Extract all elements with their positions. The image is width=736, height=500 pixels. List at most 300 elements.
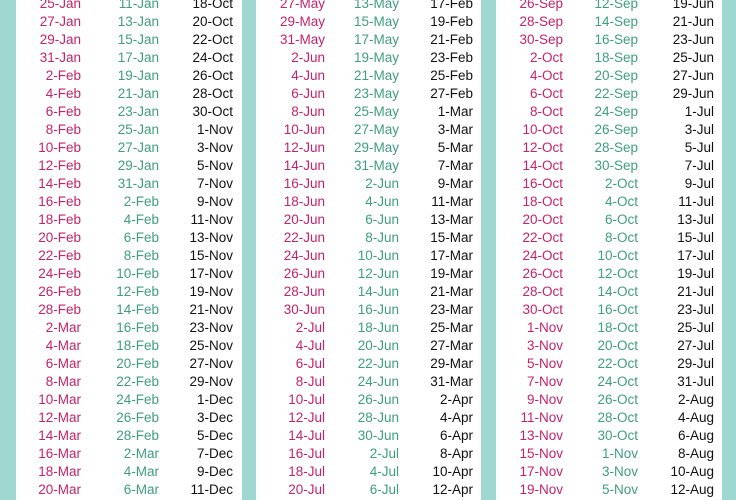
date-cell-secondary: 1-Nov	[601, 446, 638, 461]
date-cell-secondary: 15-May	[353, 14, 399, 29]
date-cell-primary: 30-Oct	[522, 302, 563, 317]
date-cell-tertiary: 23-Nov	[189, 320, 233, 335]
date-cell-tertiary: 18-Oct	[192, 0, 233, 11]
date-cell-tertiary: 15-Jul	[677, 230, 714, 245]
date-cell-tertiary: 25-Jul	[677, 320, 714, 335]
date-cell-secondary: 2-Oct	[604, 176, 638, 191]
date-cell-tertiary: 19-Nov	[189, 284, 233, 299]
date-cell-primary: 20-Jun	[283, 212, 325, 227]
table-row	[496, 13, 722, 31]
date-cell-secondary: 18-Oct	[597, 320, 638, 335]
date-cell-tertiary: 1-Dec	[196, 392, 233, 407]
date-cell-tertiary: 28-Oct	[192, 86, 233, 101]
table-row	[496, 0, 722, 13]
date-cell-secondary: 11-Jan	[118, 0, 159, 11]
table-row	[496, 391, 722, 409]
date-cell-primary: 16-Mar	[38, 446, 81, 461]
date-cell-tertiary: 13-Nov	[189, 230, 233, 245]
date-cell-secondary: 26-Feb	[116, 410, 159, 425]
date-cell-tertiary: 5-Mar	[437, 140, 473, 155]
table-row	[256, 211, 481, 229]
date-cell-primary: 26-Jun	[283, 266, 325, 281]
table-row	[16, 31, 242, 49]
table-row	[16, 265, 242, 283]
date-cell-secondary: 22-Sep	[594, 86, 638, 101]
date-cell-tertiary: 31-Mar	[430, 374, 473, 389]
date-cell-secondary: 27-Jan	[117, 140, 159, 155]
table-row	[496, 337, 722, 355]
date-cell-tertiary: 27-Feb	[430, 86, 473, 101]
date-cell-primary: 4-Jul	[295, 338, 325, 353]
date-cell-secondary: 24-Sep	[594, 104, 638, 119]
date-cell-secondary: 31-Jan	[117, 176, 159, 191]
table-row	[256, 301, 481, 319]
date-cell-primary: 29-May	[279, 14, 325, 29]
date-cell-secondary: 15-Jan	[117, 32, 159, 47]
date-cell-tertiary: 5-Nov	[196, 158, 233, 173]
table-row	[256, 463, 481, 481]
date-cell-primary: 20-Mar	[38, 482, 81, 497]
date-cell-primary: 26-Sep	[519, 0, 563, 11]
table-row	[496, 67, 722, 85]
date-cell-primary: 2-Mar	[45, 320, 81, 335]
date-cell-tertiary: 10-Aug	[670, 464, 714, 479]
date-cell-secondary: 23-May	[353, 86, 399, 101]
date-cell-tertiary: 12-Apr	[432, 482, 473, 497]
date-cell-primary: 7-Nov	[526, 374, 563, 389]
date-cell-secondary: 22-Feb	[116, 374, 159, 389]
table-row	[256, 67, 481, 85]
date-cell-primary: 30-Sep	[519, 32, 563, 47]
date-cell-tertiary: 7-Mar	[437, 158, 473, 173]
table-row	[256, 481, 481, 499]
date-cell-primary: 12-Jul	[288, 410, 325, 425]
date-cell-tertiary: 8-Apr	[439, 446, 473, 461]
date-cell-primary: 6-Oct	[529, 86, 563, 101]
date-cell-tertiary: 19-Mar	[430, 266, 473, 281]
table-row	[256, 49, 481, 67]
date-cell-primary: 17-Nov	[519, 464, 563, 479]
date-cell-secondary: 16-Sep	[594, 32, 638, 47]
date-cell-secondary: 12-Oct	[597, 266, 638, 281]
date-cell-tertiary: 7-Dec	[196, 446, 233, 461]
date-cell-primary: 6-Feb	[45, 104, 81, 119]
date-cell-primary: 12-Oct	[522, 140, 563, 155]
date-cell-secondary: 4-Oct	[604, 194, 638, 209]
date-cell-secondary: 8-Jun	[365, 230, 399, 245]
date-cell-tertiary: 31-Jul	[677, 374, 714, 389]
table-row	[496, 85, 722, 103]
table-row	[256, 265, 481, 283]
table-row	[256, 373, 481, 391]
date-cell-secondary: 2-Jul	[369, 446, 399, 461]
date-cell-secondary: 26-Jun	[357, 392, 399, 407]
date-cell-tertiary: 9-Dec	[196, 464, 233, 479]
date-cell-tertiary: 19-Jul	[677, 266, 714, 281]
date-cell-tertiary: 25-Mar	[430, 320, 473, 335]
date-cell-primary: 14-Mar	[38, 428, 81, 443]
date-cell-secondary: 14-Jun	[357, 284, 399, 299]
date-cell-tertiary: 21-Mar	[430, 284, 473, 299]
date-cell-primary: 27-May	[279, 0, 325, 11]
date-cell-tertiary: 11-Mar	[431, 194, 473, 209]
table-row	[496, 211, 722, 229]
date-cell-tertiary: 1-Nov	[196, 122, 233, 137]
date-cell-secondary: 4-Jun	[365, 194, 399, 209]
date-cell-primary: 16-Oct	[522, 176, 563, 191]
date-panel-1	[16, 0, 242, 500]
date-cell-secondary: 31-May	[353, 158, 399, 173]
date-cell-primary: 16-Jul	[288, 446, 325, 461]
date-cell-secondary: 6-Feb	[123, 230, 159, 245]
table-row	[496, 427, 722, 445]
table-row	[496, 157, 722, 175]
date-cell-secondary: 6-Jul	[369, 482, 399, 497]
date-cell-secondary: 16-Jun	[357, 302, 399, 317]
table-row	[16, 337, 242, 355]
date-cell-tertiary: 9-Mar	[437, 176, 473, 191]
date-rows	[16, 0, 242, 499]
date-cell-tertiary: 17-Jul	[677, 248, 714, 263]
table-row	[496, 49, 722, 67]
date-cell-tertiary: 13-Jul	[677, 212, 714, 227]
date-cell-primary: 14-Jul	[288, 428, 325, 443]
date-cell-primary: 29-Jan	[39, 32, 81, 47]
date-cell-secondary: 28-Feb	[116, 428, 159, 443]
date-cell-tertiary: 3-Nov	[196, 140, 233, 155]
date-cell-primary: 16-Feb	[38, 194, 81, 209]
table-row	[256, 103, 481, 121]
table-row	[256, 391, 481, 409]
date-cell-secondary: 20-Sep	[594, 68, 638, 83]
date-cell-secondary: 30-Sep	[594, 158, 638, 173]
date-cell-primary: 13-Nov	[519, 428, 563, 443]
date-cell-tertiary: 3-Dec	[196, 410, 233, 425]
table-row	[16, 445, 242, 463]
date-cell-tertiary: 25-Feb	[430, 68, 473, 83]
date-cell-tertiary: 13-Mar	[430, 212, 473, 227]
date-cell-primary: 18-Jul	[288, 464, 325, 479]
date-cell-primary: 10-Oct	[522, 122, 563, 137]
date-cell-secondary: 28-Oct	[597, 410, 638, 425]
date-cell-secondary: 24-Jun	[357, 374, 399, 389]
date-cell-primary: 16-Jun	[283, 176, 325, 191]
date-cell-secondary: 14-Feb	[116, 302, 159, 317]
table-row	[496, 283, 722, 301]
date-cell-primary: 10-Jul	[288, 392, 325, 407]
date-cell-tertiary: 6-Apr	[439, 428, 473, 443]
date-cell-secondary: 12-Jun	[357, 266, 399, 281]
date-cell-secondary: 6-Mar	[123, 482, 159, 497]
date-cell-tertiary: 29-Jul	[677, 356, 714, 371]
date-cell-tertiary: 3-Jul	[684, 122, 714, 137]
table-row	[496, 355, 722, 373]
date-cell-secondary: 26-Sep	[594, 122, 638, 137]
date-cell-tertiary: 27-Mar	[430, 338, 473, 353]
date-cell-primary: 3-Nov	[526, 338, 563, 353]
date-cell-secondary: 21-May	[353, 68, 399, 83]
date-cell-tertiary: 23-Jun	[672, 32, 714, 47]
date-cell-secondary: 12-Feb	[116, 284, 159, 299]
table-row	[256, 337, 481, 355]
date-cell-primary: 31-May	[279, 32, 325, 47]
table-row	[496, 445, 722, 463]
date-cell-primary: 28-Oct	[522, 284, 563, 299]
date-cell-secondary: 19-May	[353, 50, 399, 65]
date-cell-secondary: 23-Jan	[117, 104, 159, 119]
date-cell-secondary: 8-Oct	[604, 230, 638, 245]
date-cell-secondary: 8-Feb	[123, 248, 159, 263]
date-cell-primary: 6-Mar	[45, 356, 81, 371]
table-row	[16, 373, 242, 391]
date-cell-tertiary: 17-Nov	[189, 266, 233, 281]
date-rows	[496, 0, 722, 499]
date-cell-primary: 22-Feb	[38, 248, 81, 263]
table-row	[16, 355, 242, 373]
table-row	[496, 463, 722, 481]
date-cell-tertiary: 1-Jul	[684, 104, 714, 119]
table-row	[16, 481, 242, 499]
table-row	[496, 175, 722, 193]
date-cell-secondary: 29-May	[353, 140, 399, 155]
date-cell-primary: 12-Jun	[283, 140, 325, 155]
date-panel-3	[496, 0, 722, 500]
date-cell-tertiary: 11-Jul	[678, 194, 714, 209]
date-cell-tertiary: 24-Oct	[192, 50, 233, 65]
date-cell-primary: 6-Jul	[295, 356, 325, 371]
table-row	[256, 445, 481, 463]
table-row	[496, 319, 722, 337]
date-cell-tertiary: 15-Nov	[189, 248, 233, 263]
date-cell-tertiary: 4-Apr	[439, 410, 473, 425]
date-cell-primary: 28-Jun	[283, 284, 325, 299]
date-cell-secondary: 24-Feb	[116, 392, 159, 407]
table-row	[16, 157, 242, 175]
date-cell-primary: 25-Jan	[39, 0, 81, 11]
table-row	[16, 49, 242, 67]
table-row	[16, 247, 242, 265]
date-cell-secondary: 17-Jan	[117, 50, 159, 65]
table-row	[496, 301, 722, 319]
table-row	[256, 193, 481, 211]
table-row	[16, 463, 242, 481]
date-cell-primary: 4-Jun	[291, 68, 325, 83]
date-cell-tertiary: 26-Oct	[192, 68, 233, 83]
date-cell-primary: 8-Mar	[45, 374, 81, 389]
date-cell-secondary: 4-Feb	[123, 212, 159, 227]
date-cell-primary: 26-Oct	[522, 266, 563, 281]
table-row	[256, 175, 481, 193]
date-cell-primary: 4-Feb	[45, 86, 81, 101]
date-cell-tertiary: 4-Aug	[677, 410, 714, 425]
date-cell-primary: 31-Jan	[39, 50, 81, 65]
table-row	[256, 283, 481, 301]
date-cell-tertiary: 25-Jun	[672, 50, 714, 65]
table-row	[256, 13, 481, 31]
table-row	[256, 355, 481, 373]
date-cell-secondary: 16-Oct	[597, 302, 638, 317]
date-cell-tertiary: 1-Mar	[437, 104, 473, 119]
date-cell-primary: 8-Oct	[529, 104, 563, 119]
date-cell-primary: 18-Oct	[522, 194, 563, 209]
table-row	[496, 265, 722, 283]
date-cell-tertiary: 25-Nov	[189, 338, 233, 353]
date-cell-tertiary: 3-Mar	[437, 122, 473, 137]
date-cell-secondary: 14-Oct	[597, 284, 638, 299]
date-cell-primary: 30-Jun	[283, 302, 325, 317]
date-cell-primary: 18-Feb	[38, 212, 81, 227]
date-cell-tertiary: 17-Mar	[430, 248, 473, 263]
date-cell-primary: 1-Nov	[526, 320, 563, 335]
date-cell-tertiary: 12-Aug	[670, 482, 714, 497]
date-cell-primary: 12-Feb	[38, 158, 81, 173]
table-row	[16, 391, 242, 409]
date-cell-secondary: 6-Jun	[365, 212, 399, 227]
date-cell-tertiary: 7-Jul	[684, 158, 714, 173]
table-row	[256, 139, 481, 157]
date-cell-primary: 15-Nov	[519, 446, 563, 461]
date-cell-tertiary: 23-Feb	[430, 50, 473, 65]
date-cell-primary: 28-Sep	[519, 14, 563, 29]
table-row	[16, 0, 242, 13]
date-cell-tertiary: 29-Nov	[189, 374, 233, 389]
date-cell-tertiary: 22-Oct	[192, 32, 233, 47]
table-row	[16, 121, 242, 139]
date-cell-secondary: 16-Feb	[116, 320, 159, 335]
date-cell-secondary: 29-Jan	[117, 158, 159, 173]
date-cell-primary: 20-Jul	[288, 482, 325, 497]
table-row	[16, 301, 242, 319]
date-cell-tertiary: 11-Nov	[190, 212, 233, 227]
date-cell-primary: 9-Nov	[526, 392, 563, 407]
date-cell-secondary: 12-Sep	[594, 0, 638, 11]
date-cell-secondary: 13-Jan	[117, 14, 159, 29]
table-row	[16, 13, 242, 31]
table-row	[496, 247, 722, 265]
date-cell-secondary: 17-May	[353, 32, 399, 47]
date-cell-primary: 4-Oct	[529, 68, 563, 83]
table-row	[16, 175, 242, 193]
table-row	[256, 0, 481, 13]
date-cell-secondary: 25-May	[353, 104, 399, 119]
date-cell-primary: 10-Feb	[38, 140, 81, 155]
table-row	[496, 229, 722, 247]
date-cell-secondary: 20-Feb	[116, 356, 159, 371]
date-cell-tertiary: 2-Aug	[677, 392, 714, 407]
date-cell-secondary: 3-Nov	[601, 464, 638, 479]
date-cell-primary: 2-Feb	[45, 68, 81, 83]
table-row	[256, 85, 481, 103]
date-cell-primary: 14-Oct	[522, 158, 563, 173]
table-row	[16, 193, 242, 211]
date-cell-secondary: 10-Oct	[597, 248, 638, 263]
table-row	[256, 157, 481, 175]
table-row	[496, 193, 722, 211]
date-cell-primary: 2-Oct	[529, 50, 563, 65]
date-cell-tertiary: 2-Apr	[439, 392, 473, 407]
date-cell-primary: 5-Nov	[526, 356, 563, 371]
date-cell-tertiary: 19-Feb	[430, 14, 473, 29]
date-cell-primary: 24-Jun	[283, 248, 325, 263]
date-cell-primary: 14-Jun	[283, 158, 325, 173]
date-cell-primary: 20-Oct	[522, 212, 563, 227]
date-cell-tertiary: 9-Nov	[196, 194, 233, 209]
date-cell-tertiary: 21-Feb	[430, 32, 473, 47]
date-cell-secondary: 4-Mar	[123, 464, 159, 479]
date-cell-secondary: 22-Oct	[597, 356, 638, 371]
date-cell-tertiary: 21-Nov	[189, 302, 233, 317]
date-cell-secondary: 25-Jan	[117, 122, 159, 137]
date-cell-secondary: 18-Feb	[116, 338, 159, 353]
date-cell-tertiary: 11-Dec	[190, 482, 233, 497]
table-row	[16, 85, 242, 103]
date-cell-primary: 8-Jul	[295, 374, 325, 389]
table-row	[16, 283, 242, 301]
date-cell-primary: 4-Mar	[45, 338, 81, 353]
date-cell-secondary: 18-Jun	[357, 320, 399, 335]
date-cell-primary: 20-Feb	[38, 230, 81, 245]
table-row	[496, 481, 722, 499]
date-cell-primary: 12-Mar	[38, 410, 81, 425]
table-row	[496, 121, 722, 139]
date-cell-tertiary: 29-Jun	[672, 86, 714, 101]
date-cell-primary: 27-Jan	[39, 14, 81, 29]
date-cell-tertiary: 10-Apr	[432, 464, 473, 479]
table-row	[256, 121, 481, 139]
date-cell-tertiary: 27-Jul	[677, 338, 714, 353]
date-cell-secondary: 30-Jun	[357, 428, 399, 443]
date-cell-tertiary: 20-Oct	[192, 14, 233, 29]
table-row	[16, 409, 242, 427]
table-row	[496, 103, 722, 121]
table-row	[256, 229, 481, 247]
date-cell-tertiary: 5-Jul	[684, 140, 714, 155]
table-row	[16, 211, 242, 229]
date-cell-primary: 26-Feb	[38, 284, 81, 299]
date-cell-primary: 24-Feb	[38, 266, 81, 281]
table-row	[16, 139, 242, 157]
date-cell-secondary: 21-Jan	[117, 86, 159, 101]
date-rows	[256, 0, 481, 499]
date-cell-secondary: 13-May	[353, 0, 399, 11]
date-cell-tertiary: 23-Mar	[430, 302, 473, 317]
date-cell-tertiary: 29-Mar	[430, 356, 473, 371]
date-cell-tertiary: 21-Jul	[677, 284, 714, 299]
table-row	[256, 319, 481, 337]
table-row	[256, 247, 481, 265]
table-row	[16, 229, 242, 247]
date-cell-tertiary: 17-Feb	[430, 0, 473, 11]
date-cell-primary: 10-Jun	[283, 122, 325, 137]
date-cell-secondary: 28-Jun	[357, 410, 399, 425]
date-cell-secondary: 4-Jul	[369, 464, 399, 479]
table-row	[16, 427, 242, 445]
date-cell-tertiary: 27-Nov	[189, 356, 233, 371]
date-cell-primary: 18-Jun	[283, 194, 325, 209]
date-cell-primary: 24-Oct	[522, 248, 563, 263]
date-cell-secondary: 28-Sep	[594, 140, 638, 155]
table-row	[16, 319, 242, 337]
date-cell-tertiary: 21-Jun	[672, 14, 714, 29]
date-cell-primary: 10-Mar	[38, 392, 81, 407]
date-cell-tertiary: 5-Dec	[196, 428, 233, 443]
date-cell-primary: 22-Oct	[522, 230, 563, 245]
table-row	[496, 373, 722, 391]
table-row	[496, 409, 722, 427]
date-cell-secondary: 10-Feb	[116, 266, 159, 281]
date-cell-primary: 22-Jun	[283, 230, 325, 245]
date-cell-secondary: 2-Feb	[123, 194, 159, 209]
